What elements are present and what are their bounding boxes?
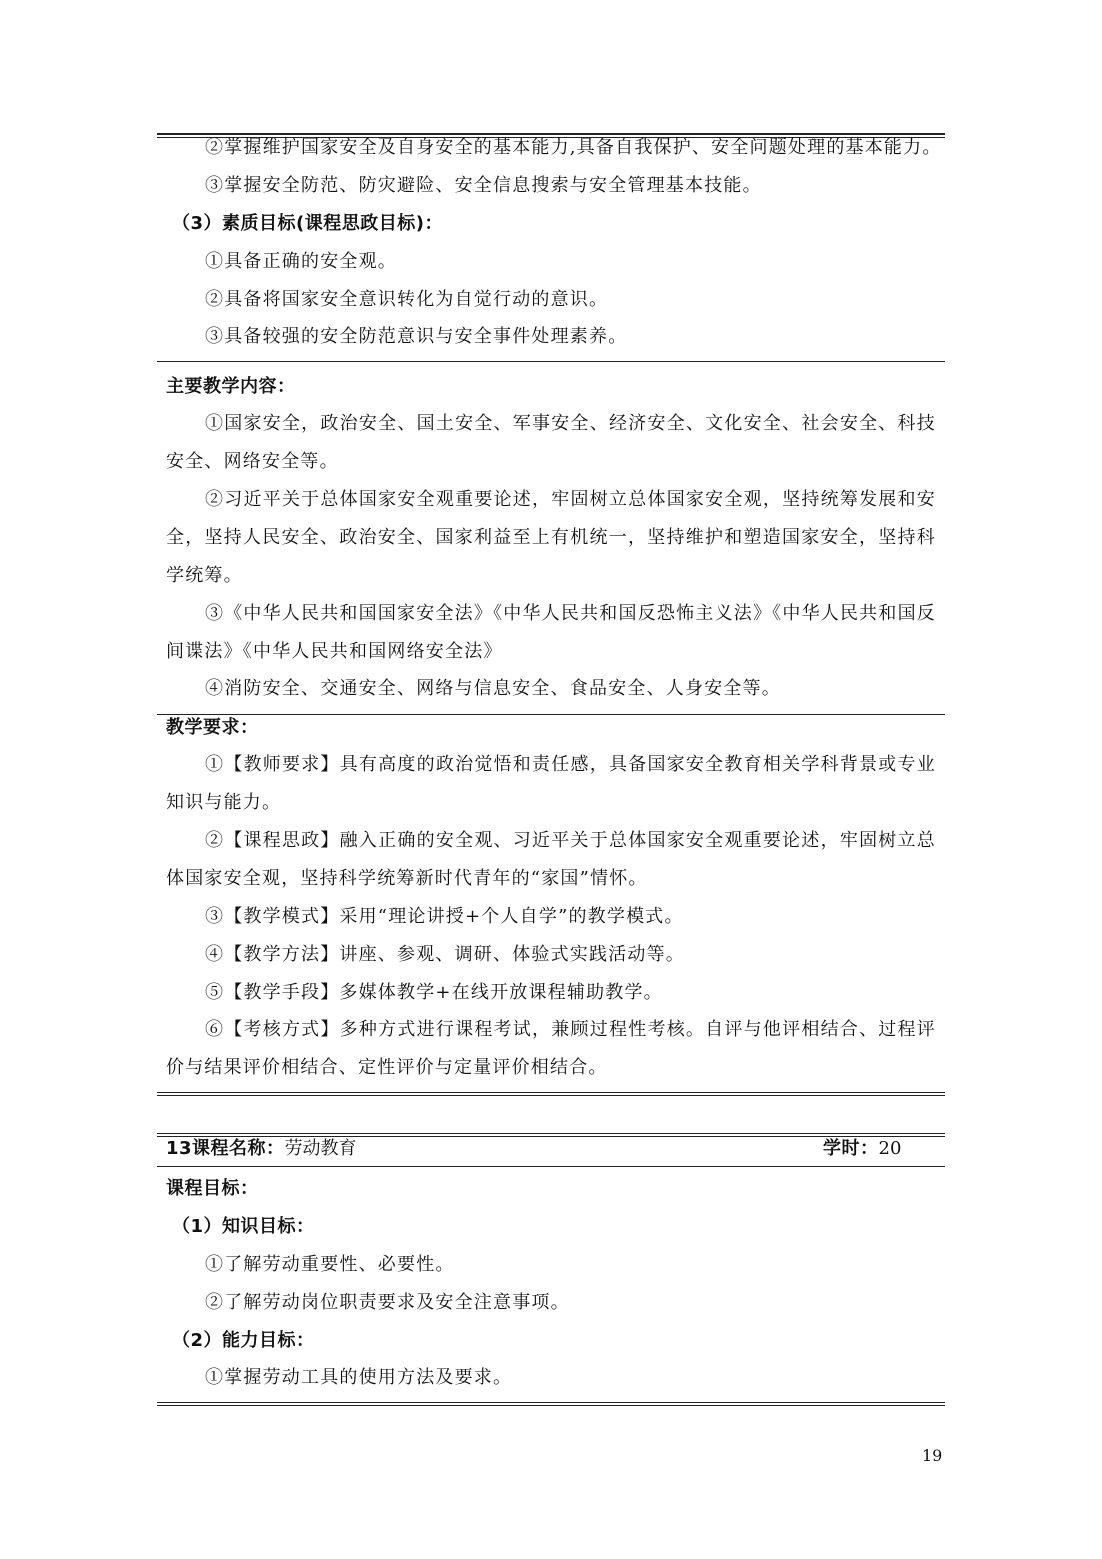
main-content-paragraph: ①国家安全，政治安全、国土安全、军事安全、经济安全、文化安全、社会安全、科技安全、网络安全等。 bbox=[166, 413, 936, 472]
course13-top-rule bbox=[157, 1133, 945, 1137]
ability-objectives-heading: （2）能力目标： bbox=[172, 1330, 315, 1351]
knowledge-item-1: ①了解劳动重要性、必要性。 bbox=[205, 1254, 455, 1275]
main-content-paragraph: ②习近平关于总体国家安全观重要论述，牢固树立总体国家安全观，坚持统筹发展和安全，坚持人民安全、政治安全、国家利益至上有机统一，坚持维护和塑造国家安全，坚持科学统筹。 bbox=[166, 489, 936, 586]
requirement-paragraph: ③【教学模式】采用“理论讲授+个人自学”的教学模式。 bbox=[205, 906, 684, 927]
teaching-requirements-heading: 教学要求： bbox=[166, 717, 259, 738]
course-name-value: 劳动教育 bbox=[284, 1138, 357, 1159]
page-number: 19 bbox=[922, 1446, 943, 1465]
main-content-paragraph: ③《中华人民共和国国家安全法》《中华人民共和国反恐怖主义法》《中华人民共和国反间谍法》《中华人民共和国网络安全法》 bbox=[166, 603, 936, 662]
section-divider bbox=[157, 361, 945, 362]
main-content-heading: 主要教学内容： bbox=[166, 376, 296, 397]
table-bottom-rule bbox=[157, 1092, 945, 1096]
bottom-rule bbox=[157, 1402, 945, 1406]
main-content-paragraph: ④消防安全、交通安全、网络与信息安全、食品安全、人身安全等。 bbox=[205, 678, 781, 699]
course-objectives-heading: 课程目标： bbox=[166, 1178, 259, 1199]
quality-item-1: ①具备正确的安全观。 bbox=[205, 251, 397, 272]
course-name-label: 13课程名称： bbox=[166, 1138, 285, 1159]
requirement-paragraph: ④【教学方法】讲座、参观、调研、体验式实践活动等。 bbox=[205, 944, 685, 965]
quality-objectives-heading: （3）素质目标(课程思政目标)： bbox=[172, 213, 443, 234]
requirement-paragraph: ②【课程思政】融入正确的安全观、习近平关于总体国家安全观重要论述，牢固树立总体国家安全观，坚持科学统筹新时代青年的“家国”情怀。 bbox=[166, 830, 936, 889]
requirement-paragraph: ⑤【教学手段】多媒体教学+在线开放课程辅助教学。 bbox=[205, 982, 663, 1003]
quality-item-2: ②具备将国家安全意识转化为自觉行动的意识。 bbox=[205, 289, 609, 310]
ability-item-1: ①掌握劳动工具的使用方法及要求。 bbox=[205, 1367, 513, 1388]
requirement-paragraph: ⑥【考核方式】多种方式进行课程考试，兼顾过程性考核。自评与他评相结合、过程评价与结果评价相结合、定性评价与定量评价相结合。 bbox=[166, 1019, 936, 1078]
course13-title bbox=[166, 1138, 357, 1160]
knowledge-objectives-heading: （1）知识目标： bbox=[172, 1216, 315, 1237]
knowledge-item-2: ②了解劳动岗位职责要求及安全注意事项。 bbox=[205, 1292, 570, 1313]
hours-label: 学时： bbox=[823, 1138, 879, 1159]
hours-value: 20 bbox=[878, 1138, 902, 1159]
quality-item-3: ③具备较强的安全防范意识与安全事件处理素养。 bbox=[205, 326, 628, 347]
course13-title-rule bbox=[157, 1166, 945, 1167]
ability-item-2: ②掌握维护国家安全及自身安全的基本能力,具备自我保护、安全问题处理的基本能力。 bbox=[205, 137, 942, 158]
section-divider bbox=[157, 714, 945, 715]
requirement-paragraph: ①【教师要求】具有高度的政治觉悟和责任感，具备国家安全教育相关学科背景或专业知识与能力。 bbox=[166, 754, 936, 813]
course13-hours bbox=[823, 1138, 901, 1160]
ability-item-3: ③掌握安全防范、防灾避险、安全信息搜索与安全管理基本技能。 bbox=[205, 175, 762, 196]
